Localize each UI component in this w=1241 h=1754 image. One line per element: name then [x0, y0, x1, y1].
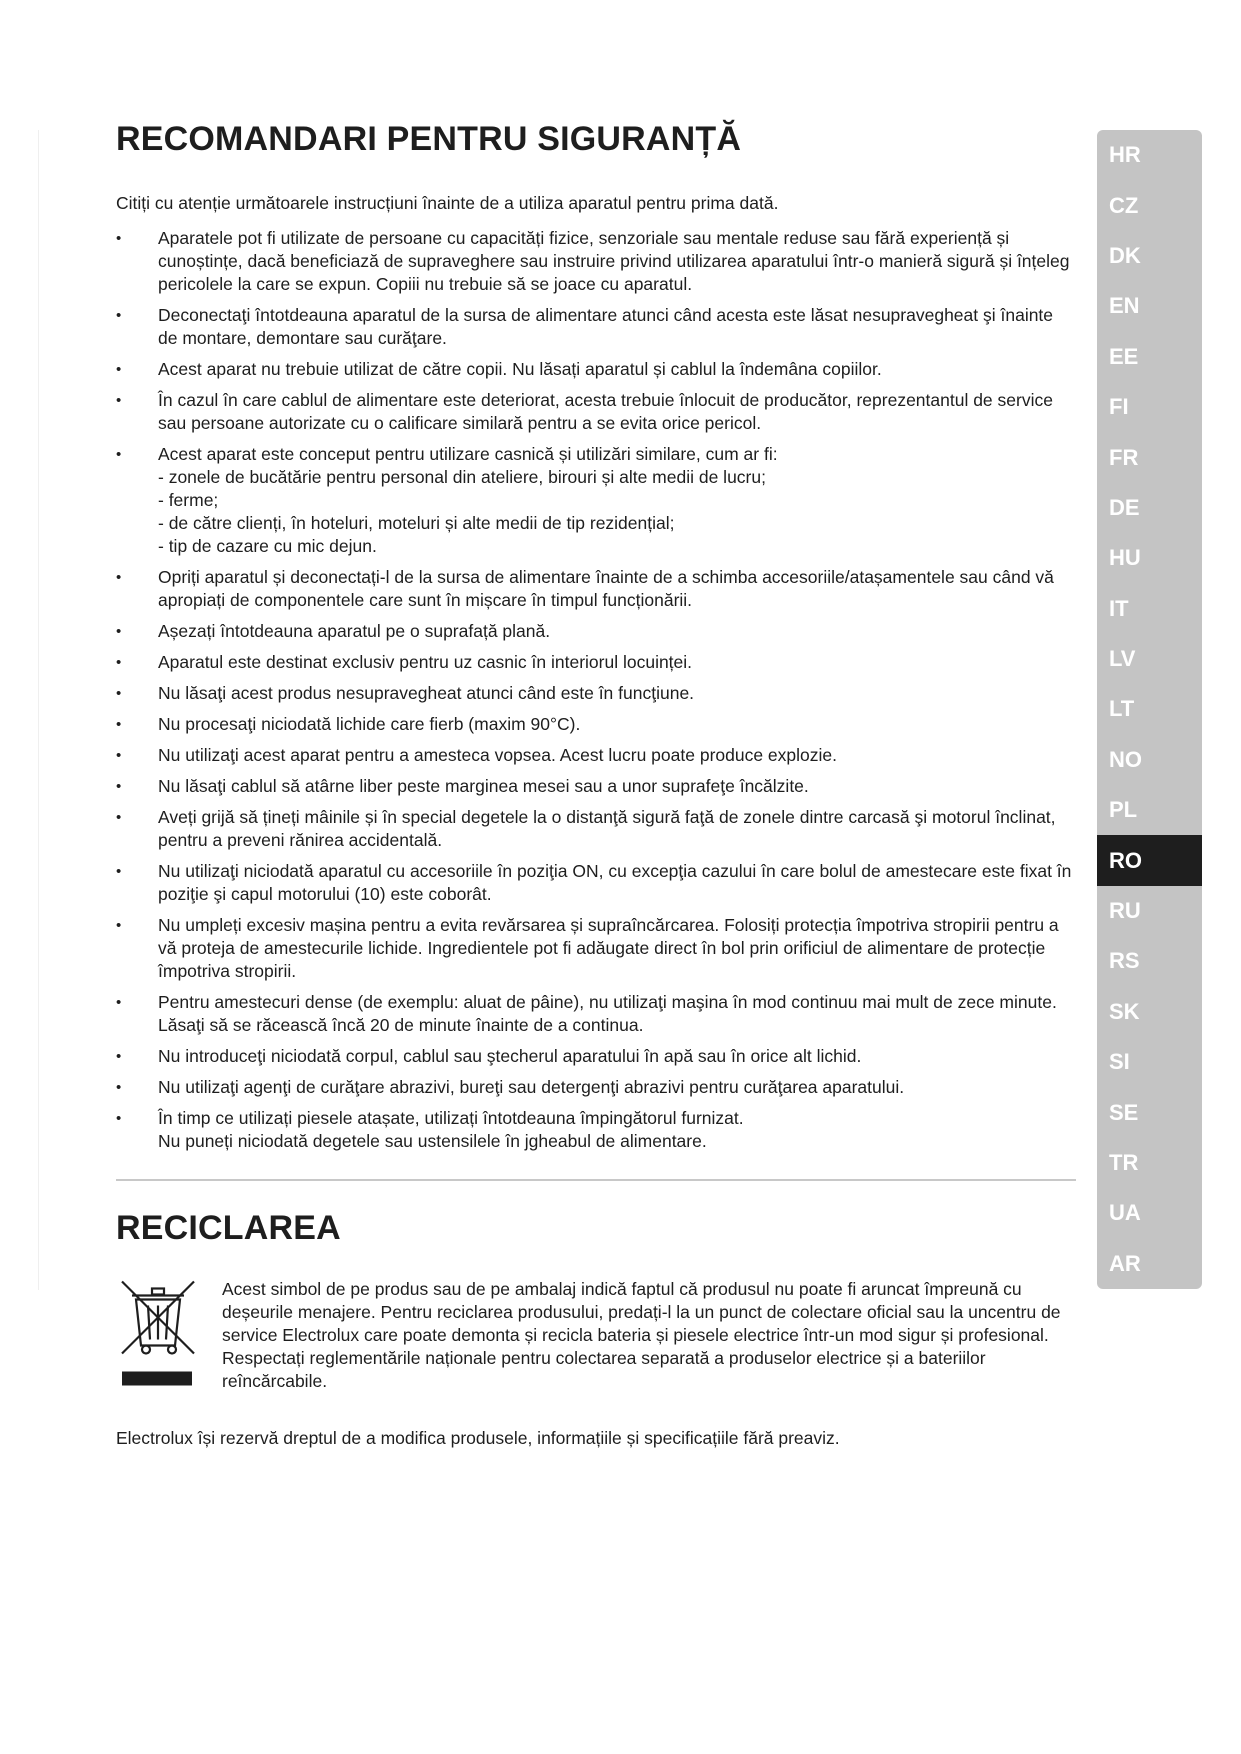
recycling-text: Acest simbol de pe produs sau de pe ambalaj indică faptul că produsul nu poate fi aruncat împreună cu deșeurile menajere. Pentru reciclarea produsului, predați-l la un punct de colectare oficial sau la uncentru de service Electrolux care poate demonta și recicla bateria și piesele electrice într-un mod sigur și profesional. Respectați reglementările naționale pentru colectarea separată a produselor electrice și a bateriilor reîncărcabile. [222, 1279, 1061, 1392]
safety-item [116, 304, 1076, 350]
page-content [116, 120, 1076, 1450]
language-tab-dk[interactable]: DK [1109, 242, 1141, 268]
bullet-icon: • [116, 307, 122, 325]
weee-crossed-bin-icon [116, 1276, 200, 1393]
language-tab-ee[interactable]: EE [1109, 343, 1139, 369]
safety-item-text: Acest aparat este conceput pentru utilizare casnică și utilizări similare, cum ar fi: [158, 444, 778, 465]
safety-item [116, 443, 1076, 558]
section-divider [116, 1179, 1076, 1181]
safety-item-text: Deconectaţi întotdeauna aparatul de la sursa de alimentare atunci când acesta este lăsat nesupravegheat şi înainte de montare, demontare sau curăţare. [158, 305, 1054, 349]
safety-item-text: Așezați întotdeauna aparatul pe o suprafață plană. [158, 621, 551, 642]
language-tab-it[interactable]: IT [1109, 595, 1129, 621]
bullet-icon: • [116, 778, 122, 796]
language-tab-cz[interactable]: CZ [1109, 192, 1139, 218]
language-tab-sk[interactable]: SK [1109, 998, 1140, 1024]
language-tab-hu[interactable]: HU [1109, 545, 1141, 571]
safety-item-text: Nu procesaţi niciodată lichide care fierb (maxim 90°C). [158, 714, 581, 735]
language-tab-si[interactable]: SI [1109, 1049, 1130, 1075]
safety-item [116, 651, 1076, 674]
safety-item-text: Nu utilizaţi niciodată aparatul cu accesoriile în poziţia ON, cu excepţia cazului în care bolul de amestecare este fixat în poziţie şi capul motorului (10) este coborât. [158, 861, 1072, 905]
safety-intro: Citiți cu atenție următoarele instrucțiuni înainte de a utiliza aparatul pentru prima dată. [116, 193, 779, 214]
safety-item [116, 1107, 1076, 1153]
safety-item [116, 775, 1076, 798]
language-tab-ro[interactable]: RO [1097, 835, 1202, 885]
language-tab-rs[interactable]: RS [1109, 948, 1140, 974]
safety-item-text: Aparatul este destinat exclusiv pentru uz casnic în interiorul locuinței. [158, 652, 693, 673]
language-tab-ar[interactable]: AR [1109, 1250, 1141, 1276]
language-tab-en[interactable]: EN [1109, 293, 1140, 319]
bullet-icon: • [116, 446, 122, 464]
bullet-icon: • [116, 1048, 122, 1066]
safety-item [116, 389, 1076, 435]
safety-list [116, 227, 1076, 1153]
page-margin-line [38, 130, 39, 1290]
safety-item-text: Nu umpleți excesiv mașina pentru a evita revărsarea și supraîncărcarea. Folosiți protecția împotriva stropirii pentru a vă proteja de amestecurile lichide. Ingredientele pot fi adăugate direct în bol prin orificiul de alimentare de protecție împotriva stropirii. [158, 915, 1059, 982]
language-tab-ru[interactable]: RU [1109, 898, 1141, 924]
safety-item [116, 914, 1076, 983]
bullet-icon: • [116, 654, 122, 672]
language-tab-pl[interactable]: PL [1109, 797, 1138, 823]
bullet-icon: • [116, 994, 122, 1012]
language-tab-tr[interactable]: TR [1109, 1150, 1139, 1175]
bullet-icon: • [116, 917, 122, 935]
safety-title: RECOMANDARI PENTRU SIGURANȚĂ [116, 120, 742, 158]
safety-item-text: Acest aparat nu trebuie utilizat de către copii. Nu lăsați aparatul și cablul la îndemâna copiilor. [158, 359, 882, 380]
bullet-icon: • [116, 392, 122, 410]
safety-item-text: În timp ce utilizați piesele atașate, utilizați întotdeauna împingătorul furnizat. [158, 1108, 744, 1129]
bullet-icon: • [116, 569, 122, 587]
language-tab-fr[interactable]: FR [1109, 444, 1139, 470]
bullet-icon: • [116, 716, 122, 734]
bullet-icon: • [116, 863, 122, 881]
safety-item-text: Nu lăsaţi cablul să atârne liber peste marginea mesei sau a unor suprafeţe încălzite. [158, 776, 809, 797]
bullet-icon: • [116, 361, 122, 379]
safety-item-text: Aveți grijă să țineți mâinile și în special degetele la o distanţă sigură faţă de zonele dintre carcasă şi motorul înclinat, pentru a preveni rănirea accidentală. [158, 807, 1056, 851]
language-tabs [1097, 130, 1202, 1289]
safety-item [116, 566, 1076, 612]
safety-item [116, 620, 1076, 643]
safety-item-text: Nu utilizaţi agenţi de curăţare abrazivi, bureţi sau detergenţi abrazivi pentru curăţarea aparatului. [158, 1077, 905, 1098]
safety-item-text: Nu puneți niciodată degetele sau ustensilele în jgheabul de alimentare. [158, 1131, 707, 1152]
bullet-icon: • [116, 623, 122, 641]
safety-item [116, 682, 1076, 705]
language-tab-fi[interactable]: FI [1109, 394, 1129, 420]
safety-item [116, 991, 1076, 1037]
safety-item-text: - de către clienți, în hoteluri, moteluri și alte medii de tip rezidențial; [158, 513, 675, 534]
safety-item [116, 358, 1076, 381]
safety-item-text: Nu utilizaţi acest aparat pentru a amesteca vopsea. Acest lucru poate produce explozie. [158, 745, 838, 766]
safety-item [116, 806, 1076, 852]
disclaimer: Electrolux își rezervă dreptul de a modifica produsele, informațiile și specificațiile fără preaviz. [116, 1428, 840, 1449]
safety-item-text: - ferme; [158, 490, 219, 511]
safety-item [116, 1045, 1076, 1068]
safety-item-text: Nu lăsaţi acest produs nesupravegheat atunci când este în funcţiune. [158, 683, 695, 704]
safety-item [116, 860, 1076, 906]
recycling-block [116, 1276, 1076, 1393]
recycling-title: RECICLAREA [116, 1209, 341, 1248]
language-tab-se[interactable]: SE [1109, 1099, 1139, 1125]
bullet-icon: • [116, 1079, 122, 1097]
safety-item-text: - tip de cazare cu mic dejun. [158, 536, 377, 557]
safety-item [116, 744, 1076, 767]
safety-item [116, 227, 1076, 296]
language-tab-lt[interactable]: LT [1109, 696, 1135, 722]
language-tab-de[interactable]: DE [1109, 494, 1140, 520]
bullet-icon: • [116, 685, 122, 703]
language-tab-no[interactable]: NO [1109, 746, 1142, 772]
safety-item-text: Aparatele pot fi utilizate de persoane cu capacități fizice, senzoriale sau mentale reduse sau fără experiență și cunoștințe, dacă beneficiază de supraveghere sau instruire privind utilizarea aparatului într-o manieră sigură și înțeleg pericolele la care se expun. Copiii nu trebuie să se joace cu aparatul. [158, 228, 1070, 295]
bullet-icon: • [116, 230, 122, 248]
bullet-icon: • [116, 809, 122, 827]
safety-item-text: Pentru amestecuri dense (de exemplu: aluat de pâine), nu utilizaţi maşina în mod continuu mai mult de zece minute. Lăsaţi să se răcească încă 20 de minute înainte de a continua. [158, 992, 1057, 1036]
safety-item-text: În cazul în care cablul de alimentare este deteriorat, acesta trebuie înlocuit de producător, reprezentantul de service sau persoane autorizate cu o calificare similară pentru a se evita orice pericol. [158, 390, 1053, 434]
safety-item [116, 1076, 1076, 1099]
language-tab-ua[interactable]: UA [1109, 1200, 1141, 1226]
bullet-icon: • [116, 1110, 122, 1128]
safety-item-text: - zonele de bucătărie pentru personal din ateliere, birouri și alte medii de lucru; [158, 467, 766, 488]
language-tab-hr[interactable]: HR [1109, 142, 1141, 168]
safety-item-text: Nu introduceţi niciodată corpul, cablul sau ştecherul aparatului în apă sau în orice alt lichid. [158, 1046, 862, 1067]
bullet-icon: • [116, 747, 122, 765]
safety-item-text: Opriți aparatul și deconectați-l de la sursa de alimentare înainte de a schimba accesoriile/atașamentele sau când vă apropiați de componentele care sunt în mișcare în timpul funcționării. [158, 567, 1054, 611]
safety-item [116, 713, 1076, 736]
language-tab-lv[interactable]: LV [1109, 646, 1136, 672]
